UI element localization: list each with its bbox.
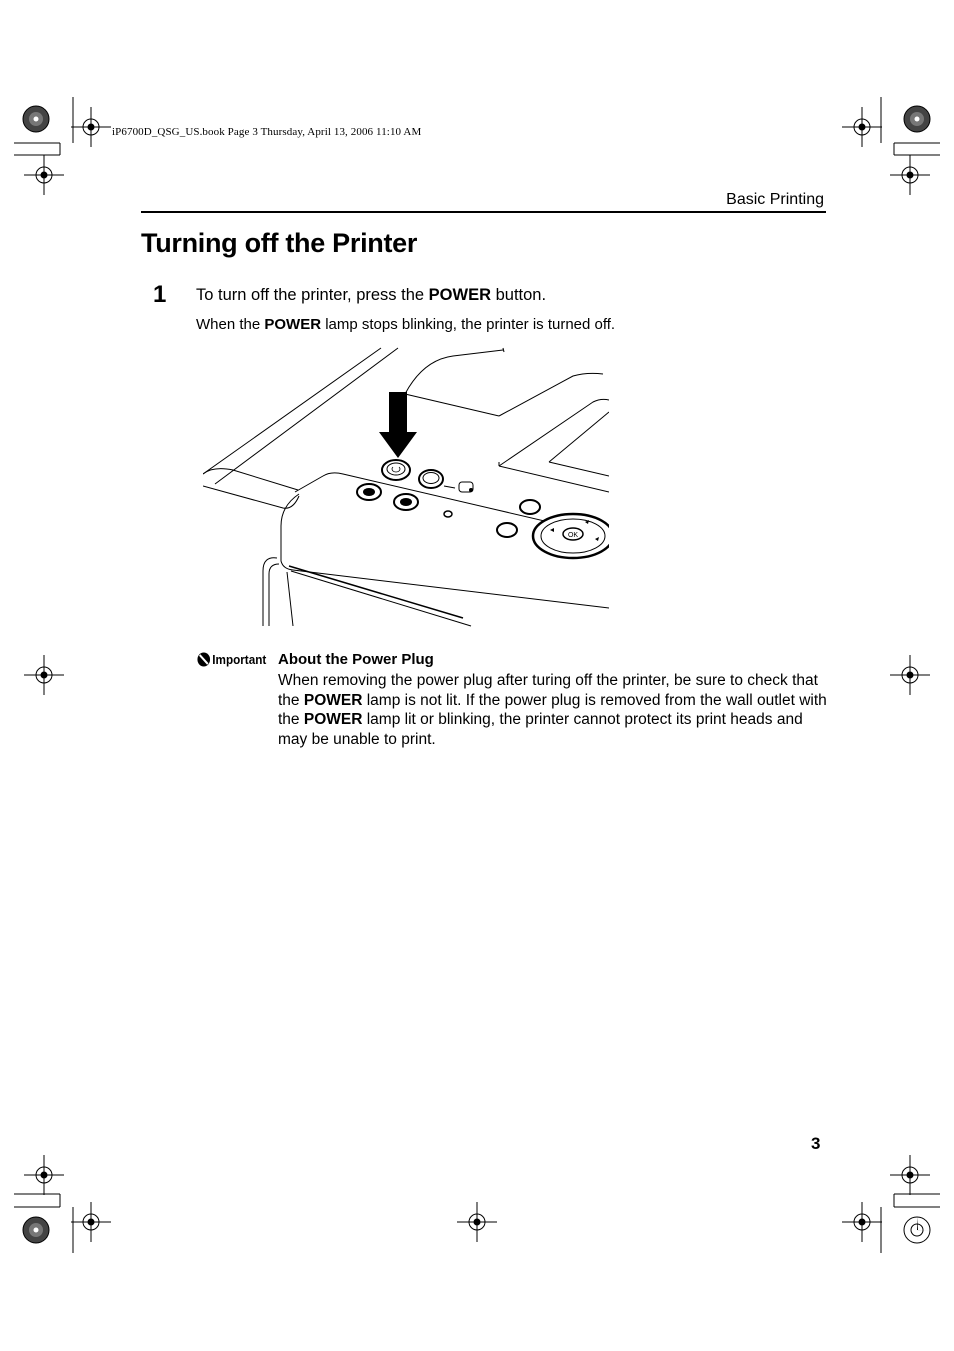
power-term: POWER [428, 286, 492, 304]
important-badge [197, 652, 266, 667]
page-title: Turning off the Printer [141, 228, 418, 258]
important-heading: About the Power Plug [278, 651, 434, 668]
header-rule [141, 211, 826, 213]
important-icon [197, 652, 211, 667]
printer-control-panel-illustration [203, 346, 609, 630]
book-file-info: iP6700D_QSG_US.book Page 3 Thursday, April 13, 2006 11:10 AM [112, 126, 422, 138]
ok-label: OK [567, 532, 579, 539]
step-note: When the POWER lamp stops blinking, the printer is turned off. [196, 316, 616, 333]
important-body: When removing the power plug after turing off the printer, be sure to check that the POWER lamp is not lit. If the power plug is removed from the wall outlet with the POWER lamp lit or blinking, the printer cannot protect its print heads and may be unable to print. [278, 672, 827, 748]
page-number: 3 [811, 1134, 821, 1153]
important-label: Important [212, 652, 267, 667]
section-title: Basic Printing [726, 191, 824, 208]
registration-sunburst [23, 106, 49, 132]
step-heading: To turn off the printer, press the POWER button. [196, 286, 547, 304]
power-term: POWER [264, 316, 322, 333]
step-number: 1 [153, 281, 167, 308]
